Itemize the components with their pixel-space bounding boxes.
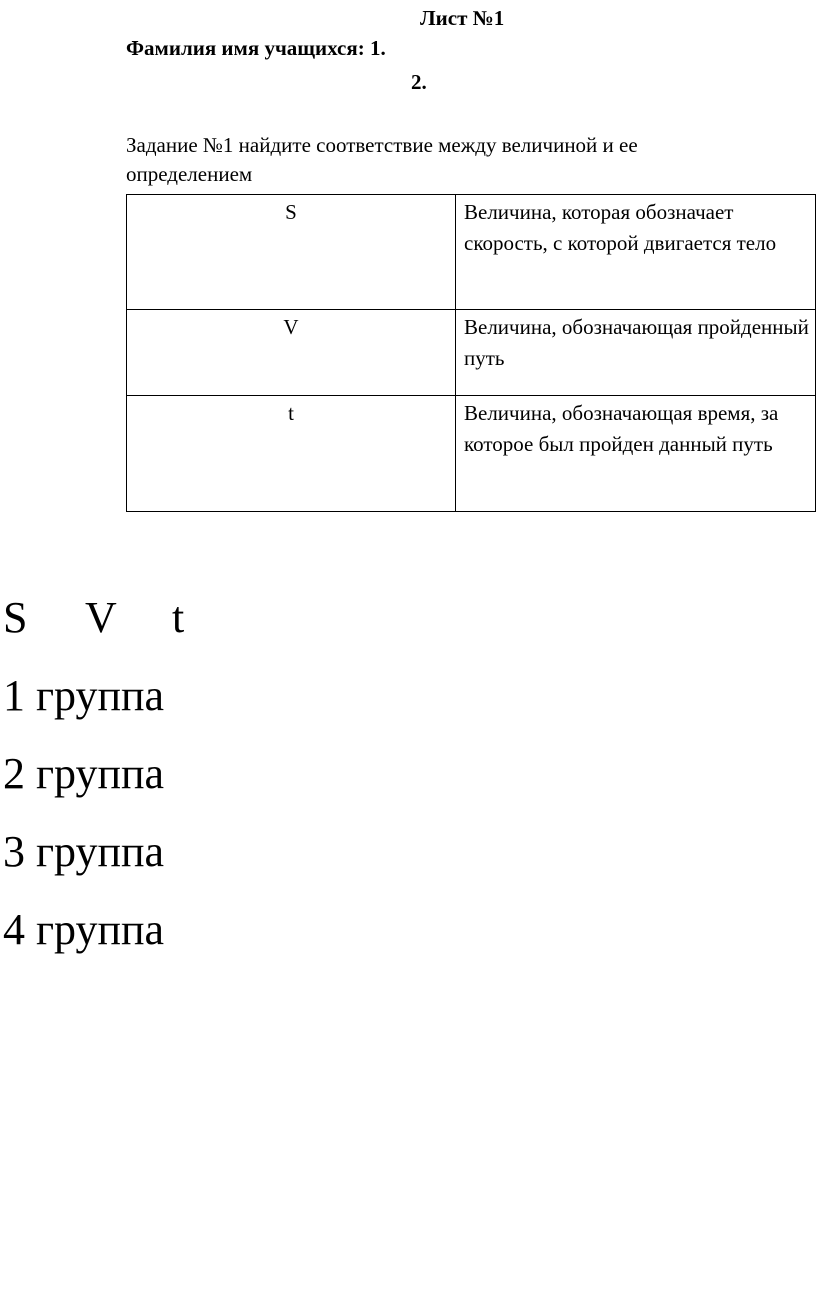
table-row <box>127 195 816 310</box>
answer-symbol-s: S <box>3 593 28 642</box>
symbol-cell: S <box>127 195 456 310</box>
definition-cell: Величина, которая обозначает скорость, с которой двигается тело <box>456 195 816 310</box>
symbol-cell: V <box>127 310 456 396</box>
table-row <box>127 396 816 512</box>
answer-symbol-t: t <box>172 593 185 642</box>
group-label-3: 3 группа <box>3 827 165 876</box>
table-row <box>127 310 816 396</box>
answer-symbols-row <box>3 592 184 644</box>
student-name-slot-2: 2. <box>411 70 427 94</box>
definition-cell: Величина, обозначающая время, за которое был пройден данный путь <box>456 396 816 512</box>
student-names-label: Фамилия имя учащихся: 1. <box>126 36 386 60</box>
symbol-cell: t <box>127 396 456 512</box>
task-instruction: Задание №1 найдите соответствие между величиной и ее определением <box>126 133 638 186</box>
sheet-title: Лист №1 <box>420 6 505 30</box>
group-label-2: 2 группа <box>3 749 165 798</box>
answer-symbol-v: V <box>85 593 117 642</box>
definition-cell: Величина, обозначающая пройденный путь <box>456 310 816 396</box>
matching-table <box>126 194 816 512</box>
group-label-4: 4 группа <box>3 905 165 954</box>
group-label-1: 1 группа <box>3 671 165 720</box>
